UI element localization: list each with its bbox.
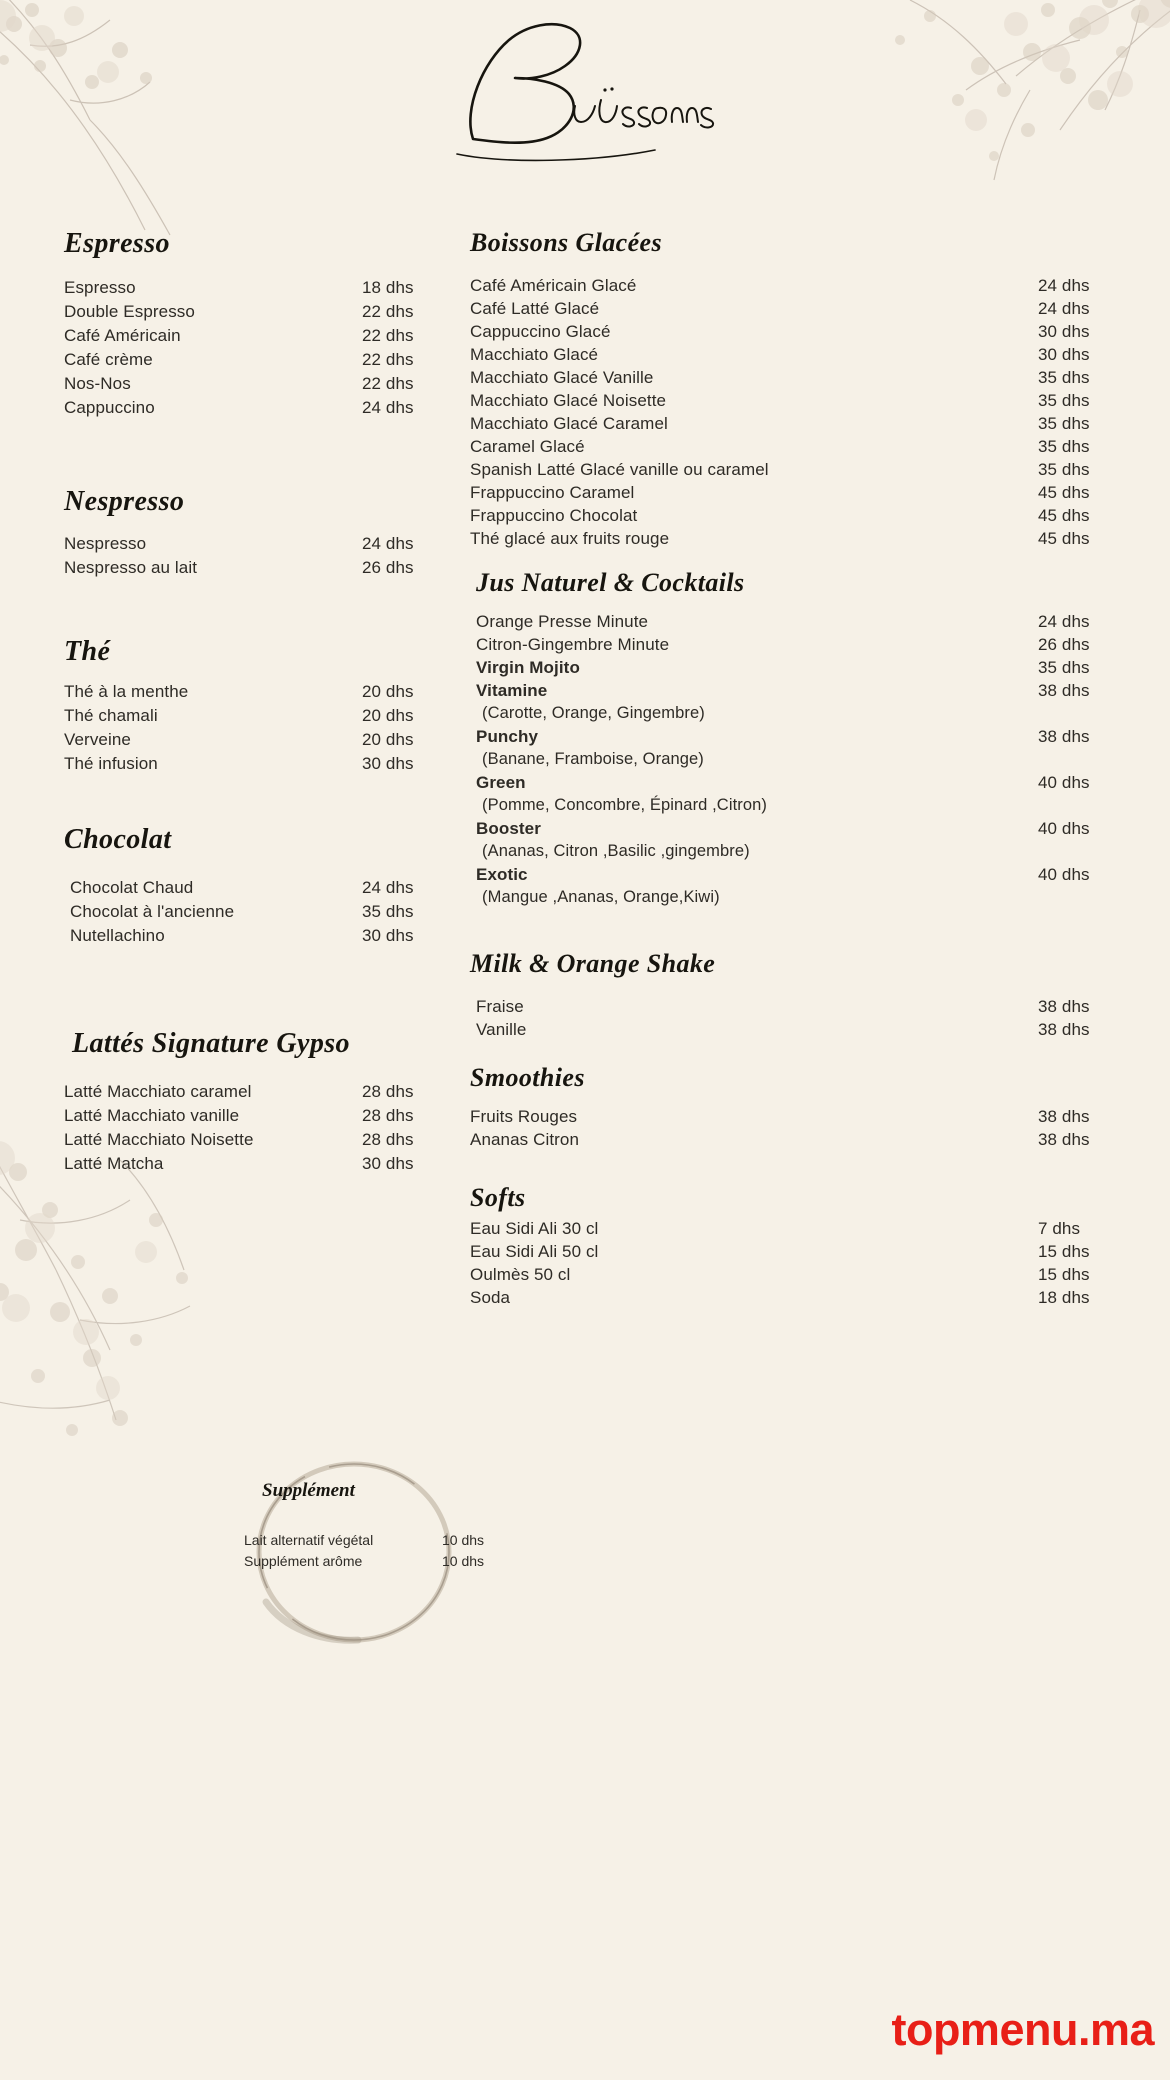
menu-item <box>470 1265 1118 1288</box>
menu-item-price: 28 dhs <box>362 1082 414 1101</box>
menu-item-name: Vitamine <box>476 681 548 700</box>
menu-item-price: 38 dhs <box>1038 1020 1090 1039</box>
menu-item-price: 7 dhs <box>1038 1219 1081 1238</box>
menu-item-name: Macchiato Glacé Caramel <box>470 414 668 433</box>
menu-item <box>70 902 446 926</box>
menu-item-name: Vanille <box>476 1020 527 1039</box>
section-items <box>64 682 446 778</box>
menu-item-name: Café Américain <box>64 326 181 345</box>
menu-item-name: Booster <box>476 819 541 838</box>
menu-item-price: 35 dhs <box>1038 460 1090 479</box>
section-items <box>64 1082 446 1178</box>
supplement-title: Supplément <box>262 1480 355 1501</box>
menu-item <box>476 681 1118 704</box>
supplement-item-name: Supplément arôme <box>244 1553 363 1569</box>
supplement-item-price: 10 dhs <box>442 1553 485 1569</box>
menu-item <box>64 398 446 422</box>
menu-item-name: Soda <box>470 1288 511 1307</box>
menu-item-name: Espresso <box>64 278 136 297</box>
menu-item-price: 20 dhs <box>362 730 414 749</box>
menu-section-th <box>64 636 446 778</box>
menu-item <box>476 658 1118 681</box>
menu-item-name: Macchiato Glacé Noisette <box>470 391 667 410</box>
menu-item-name: Punchy <box>476 727 539 746</box>
menu-item-name: Thé glacé aux fruits rouge <box>470 529 670 548</box>
menu-section-chocolat <box>64 824 446 950</box>
menu-item-price: 30 dhs <box>362 1154 414 1173</box>
menu-item <box>470 391 1118 414</box>
menu-item-name: Macchiato Glacé Vanille <box>470 368 654 387</box>
menu-item-price: 40 dhs <box>1038 819 1090 838</box>
menu-section-smoothies <box>470 1063 1118 1153</box>
spacer <box>362 1553 442 1574</box>
menu-item-name: Latté Matcha <box>64 1154 164 1173</box>
menu-item-price: 30 dhs <box>1038 345 1090 364</box>
menu-item-ingredients: (Mangue ,Ananas, Orange,Kiwi) <box>482 888 720 906</box>
section-title: Espresso <box>64 228 170 259</box>
menu-section-softs <box>470 1183 1118 1311</box>
menu-item-name: Eau Sidi Ali 30 cl <box>470 1219 599 1238</box>
supplement-item-price: 10 dhs <box>442 1532 485 1548</box>
menu-item-ingredients: (Banane, Framboise, Orange) <box>482 750 704 768</box>
page-title-script <box>455 14 715 164</box>
menu-item-price: 38 dhs <box>1038 997 1090 1016</box>
menu-item-price: 45 dhs <box>1038 483 1090 502</box>
menu-item-price: 35 dhs <box>1038 414 1090 433</box>
menu-item-price: 26 dhs <box>362 558 414 577</box>
menu-item-price: 24 dhs <box>1038 276 1090 295</box>
menu-item <box>64 754 446 778</box>
menu-item-name: Fraise <box>476 997 524 1016</box>
menu-item-name: Thé à la menthe <box>64 682 189 701</box>
menu-column-left <box>64 228 446 1178</box>
menu-item <box>64 374 446 398</box>
menu-item <box>64 682 446 706</box>
section-items <box>470 276 1118 552</box>
menu-item <box>64 1154 446 1178</box>
menu-item <box>470 1130 1118 1153</box>
menu-item-name: Fruits Rouges <box>470 1107 578 1126</box>
menu-item <box>476 773 1118 796</box>
menu-column-right <box>470 228 1118 1311</box>
supplement-item <box>244 1553 504 1574</box>
menu-item-name: Eau Sidi Ali 50 cl <box>470 1242 599 1261</box>
menu-item <box>470 506 1118 529</box>
menu-item-price: 22 dhs <box>362 326 414 345</box>
section-items <box>476 997 1118 1043</box>
menu-item-price: 40 dhs <box>1038 865 1090 884</box>
menu-section-latt-s-signature-gypso <box>64 1028 446 1178</box>
menu-item-name: Exotic <box>476 865 528 884</box>
menu-item-price: 22 dhs <box>362 350 414 369</box>
menu-item <box>470 276 1118 299</box>
section-title: Boissons Glacées <box>470 228 663 257</box>
menu-item-price: 38 dhs <box>1038 1107 1090 1126</box>
menu-item-price: 30 dhs <box>1038 322 1090 341</box>
menu-item <box>470 483 1118 506</box>
menu-item <box>470 322 1118 345</box>
menu-item <box>64 706 446 730</box>
section-title: Thé <box>64 636 111 667</box>
menu-item-name: Chocolat à l'ancienne <box>70 902 235 921</box>
section-items <box>70 878 446 950</box>
menu-item-name: Orange Presse Minute <box>476 612 649 631</box>
supplement-item <box>244 1532 504 1553</box>
menu-item-price: 18 dhs <box>1038 1288 1090 1307</box>
menu-item-price: 15 dhs <box>1038 1265 1090 1284</box>
menu-item-name: Verveine <box>64 730 131 749</box>
menu-item-name: Nespresso au lait <box>64 558 198 577</box>
menu-item-name: Cappuccino Glacé <box>470 322 611 341</box>
section-title: Lattés Signature Gypso <box>72 1028 350 1059</box>
section-items <box>470 1107 1118 1153</box>
menu-item-price: 22 dhs <box>362 374 414 393</box>
menu-item-price: 22 dhs <box>362 302 414 321</box>
menu-item-ingredients: (Ananas, Citron ,Basilic ,gingembre) <box>482 842 750 860</box>
section-title: Jus Naturel & Cocktails <box>476 568 745 597</box>
menu-item <box>64 558 446 582</box>
menu-item <box>476 612 1118 635</box>
menu-item-price: 26 dhs <box>1038 635 1090 654</box>
menu-item <box>64 534 446 558</box>
menu-item-name: Chocolat Chaud <box>70 878 194 897</box>
menu-item <box>476 727 1118 750</box>
supplement-box <box>236 1452 536 1652</box>
menu-item-price: 18 dhs <box>362 278 414 297</box>
menu-section-espresso <box>64 228 446 422</box>
menu-item-price: 24 dhs <box>362 398 414 417</box>
menu-item-price: 45 dhs <box>1038 529 1090 548</box>
menu-item-name: Latté Macchiato Noisette <box>64 1130 254 1149</box>
menu-item <box>64 730 446 754</box>
menu-item-name: Thé infusion <box>64 754 158 773</box>
menu-item <box>64 302 446 326</box>
menu-item <box>64 1082 446 1106</box>
menu-item-price: 35 dhs <box>1038 391 1090 410</box>
menu-item-name: Nos-Nos <box>64 374 131 393</box>
menu-item-name: Ananas Citron <box>470 1130 580 1149</box>
menu-item-ingredients: (Carotte, Orange, Gingembre) <box>482 704 705 722</box>
menu-item <box>64 350 446 374</box>
menu-item-price: 24 dhs <box>1038 299 1090 318</box>
menu-item-price: 38 dhs <box>1038 1130 1090 1149</box>
section-title: Softs <box>470 1183 526 1212</box>
menu-item <box>470 368 1118 391</box>
menu-item-name: Oulmès 50 cl <box>470 1265 571 1284</box>
menu-item-price: 35 dhs <box>1038 658 1090 677</box>
menu-item-name: Frappuccino Chocolat <box>470 506 638 525</box>
menu-item-name: Nespresso <box>64 534 147 553</box>
menu-item-price: 45 dhs <box>1038 506 1090 525</box>
menu-item-name: Macchiato Glacé <box>470 345 599 364</box>
menu-item-name: Green <box>476 773 526 792</box>
menu-item <box>64 1106 446 1130</box>
watermark: topmenu.ma <box>891 2004 1154 2055</box>
menu-item-name: Double Espresso <box>64 302 195 321</box>
menu-item-price: 24 dhs <box>362 534 414 553</box>
menu-section-boissons-glac-es <box>470 228 1118 552</box>
menu-item-price: 30 dhs <box>362 754 414 773</box>
menu-item <box>470 1219 1118 1242</box>
menu-item-price: 28 dhs <box>362 1106 414 1125</box>
menu-item <box>476 1020 1118 1043</box>
menu-item <box>470 1288 1118 1311</box>
menu-item-name: Cappuccino <box>64 398 155 417</box>
menu-item-name: Latté Macchiato vanille <box>64 1106 240 1125</box>
menu-item-price: 35 dhs <box>362 902 414 921</box>
supplement-items <box>244 1532 504 1574</box>
section-title: Milk & Orange Shake <box>470 949 716 978</box>
section-items <box>64 534 446 582</box>
menu-item-price: 24 dhs <box>362 878 414 897</box>
menu-item-price: 28 dhs <box>362 1130 414 1149</box>
section-title: Chocolat <box>64 824 172 855</box>
menu-item <box>470 1107 1118 1130</box>
menu-item-price: 20 dhs <box>362 706 414 725</box>
page-title <box>0 14 1170 169</box>
menu-item-price: 38 dhs <box>1038 681 1090 700</box>
menu-item-price: 40 dhs <box>1038 773 1090 792</box>
menu-item-price: 15 dhs <box>1038 1242 1090 1261</box>
menu-item-price: 24 dhs <box>1038 612 1090 631</box>
menu-item-price: 35 dhs <box>1038 368 1090 387</box>
section-items <box>470 1219 1118 1311</box>
menu-item-name: Café Latté Glacé <box>470 299 600 318</box>
menu-section-jus-naturel-cocktails <box>470 568 1118 911</box>
menu-item <box>470 414 1118 437</box>
supplement-item-name: Lait alternatif végétal <box>244 1532 374 1548</box>
menu-item-price: 38 dhs <box>1038 727 1090 746</box>
section-title: Smoothies <box>470 1063 585 1092</box>
menu-item-price: 20 dhs <box>362 682 414 701</box>
menu-item <box>476 635 1118 658</box>
section-items <box>64 278 446 422</box>
menu-item <box>70 926 446 950</box>
menu-item <box>470 1242 1118 1265</box>
spacer <box>373 1532 442 1553</box>
menu-section-nespresso <box>64 486 446 582</box>
menu-item <box>470 460 1118 483</box>
menu-item <box>64 278 446 302</box>
menu-item <box>470 437 1118 460</box>
menu-item-name: Caramel Glacé <box>470 437 585 456</box>
menu-item <box>470 299 1118 322</box>
menu-item-name: Citron-Gingembre Minute <box>476 635 670 654</box>
section-title: Nespresso <box>64 486 185 517</box>
menu-item-name: Café crème <box>64 350 153 369</box>
menu-item <box>476 865 1118 888</box>
menu-item <box>70 878 446 902</box>
menu-item-name: Café Américain Glacé <box>470 276 637 295</box>
menu-item-name: Thé chamali <box>64 706 158 725</box>
menu-item <box>64 326 446 350</box>
menu-section-milk-orange-shake <box>470 949 1118 1043</box>
menu-item-name: Spanish Latté Glacé vanille ou caramel <box>470 460 769 479</box>
menu-item <box>470 529 1118 552</box>
menu-item <box>476 997 1118 1020</box>
menu-item-name: Nutellachino <box>70 926 165 945</box>
menu-item-name: Latté Macchiato caramel <box>64 1082 252 1101</box>
menu-item <box>476 819 1118 842</box>
menu-item-price: 30 dhs <box>362 926 414 945</box>
menu-item-ingredients: (Pomme, Concombre, Épinard ,Citron) <box>482 796 768 814</box>
menu-item <box>470 345 1118 368</box>
menu-item <box>64 1130 446 1154</box>
menu-item-price: 35 dhs <box>1038 437 1090 456</box>
section-items <box>476 612 1118 911</box>
menu-item-name: Virgin Mojito <box>476 658 580 677</box>
menu-item-name: Frappuccino Caramel <box>470 483 635 502</box>
